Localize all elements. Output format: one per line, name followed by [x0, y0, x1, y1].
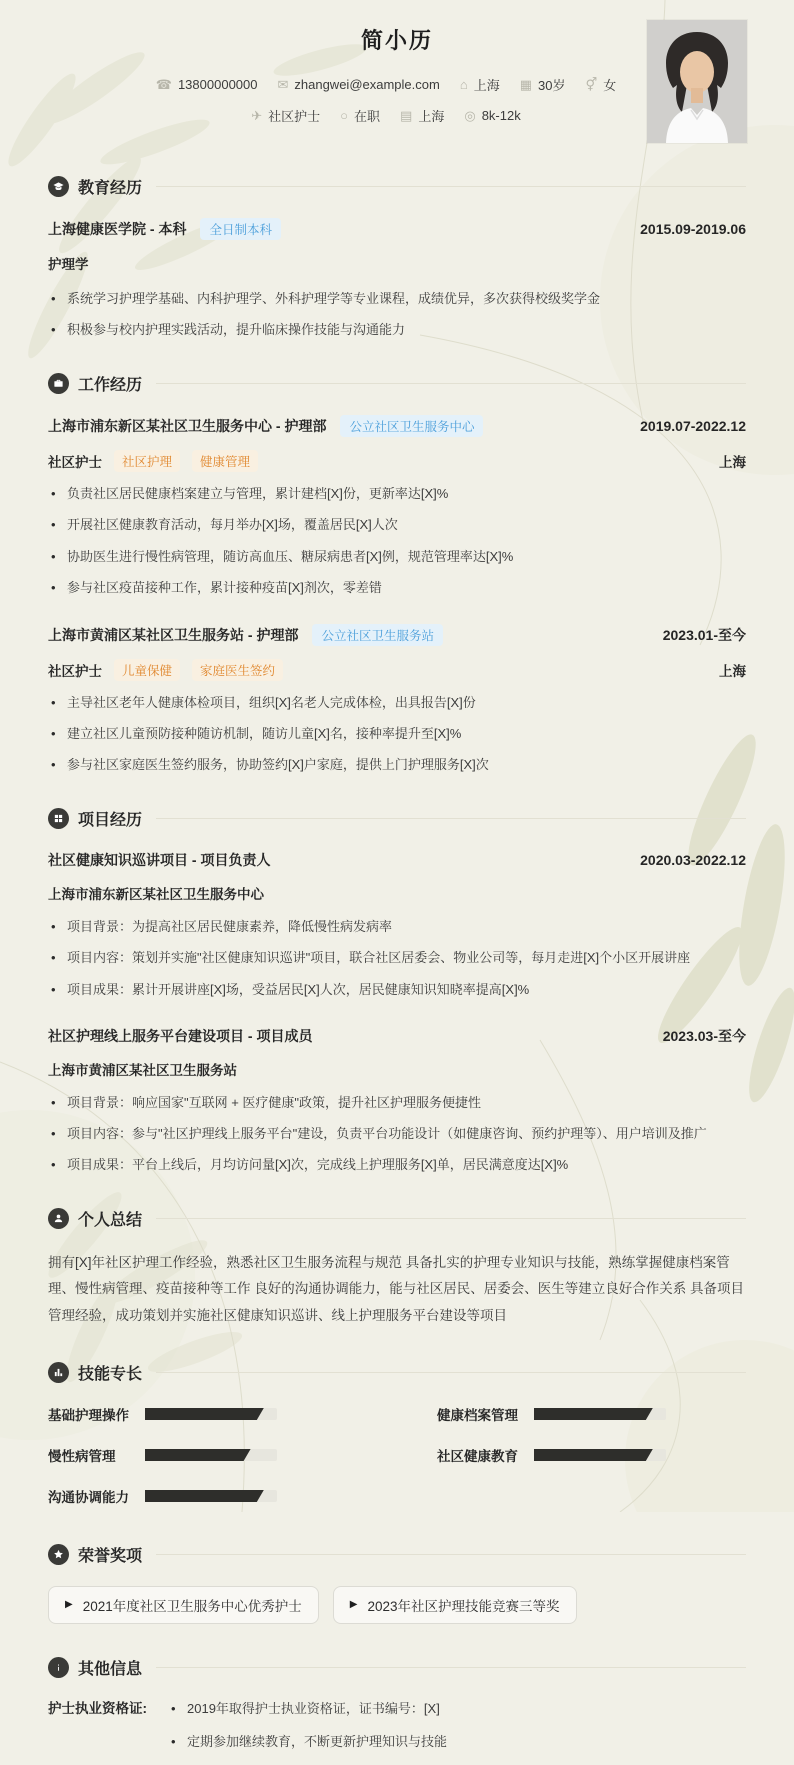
- awards-section: [48, 1543, 746, 1624]
- salary-icon: ◎: [464, 108, 476, 123]
- status-icon: ○: [340, 108, 349, 123]
- contact-email: [277, 77, 439, 92]
- project-item: [48, 850, 746, 999]
- info-icon: [48, 1657, 69, 1678]
- project-item: [48, 1026, 746, 1175]
- home-city-value: 上海: [473, 78, 500, 93]
- phone-value: 13800000000: [177, 77, 258, 92]
- job-role: 社区护士: [48, 663, 102, 679]
- award-item: [48, 1586, 319, 1624]
- divider: [156, 1554, 746, 1555]
- skill-row: [48, 1486, 357, 1506]
- company-type-badge: 公立社区卫生服务站: [312, 624, 443, 646]
- divider: [156, 1372, 746, 1373]
- award-item: [333, 1586, 577, 1624]
- resume-header: [48, 24, 746, 125]
- mail-icon: ✉: [277, 77, 289, 92]
- certificate-label: 护士执业资格证:: [48, 1701, 147, 1717]
- play-icon: ▶: [65, 1599, 73, 1611]
- age-value: 30岁: [538, 78, 566, 93]
- status-value: 在职: [354, 109, 381, 124]
- skill-row: [48, 1445, 357, 1465]
- divider: [156, 186, 746, 187]
- skill-bar-track: [534, 1408, 666, 1420]
- project-bullets: [48, 917, 746, 999]
- skill-label: 沟通协调能力: [48, 1490, 129, 1506]
- section-title: 其他信息: [78, 1661, 143, 1679]
- skill-row: [48, 1404, 357, 1424]
- skill-bar-track: [534, 1449, 666, 1461]
- project-org: 上海市浦东新区某社区卫生服务中心: [48, 887, 264, 903]
- skill-tag: 家庭医生签约: [192, 659, 283, 681]
- skill-label: 健康档案管理: [437, 1408, 518, 1424]
- bullet: • 协助医生进行慢性病管理，随访高血压、糖尿病患者[X]例，规范管理率达[X]%: [48, 547, 746, 567]
- contact-job-title: [251, 106, 320, 125]
- work-location: 上海: [719, 455, 746, 471]
- awards-section-header: [48, 1543, 746, 1566]
- bullet: • 定期参加继续教育，不断更新护理知识与技能: [168, 1732, 746, 1752]
- education-item: [48, 218, 746, 340]
- education-section: [48, 175, 746, 340]
- skill-tag: 社区护理: [114, 450, 180, 472]
- work-bullets: [48, 693, 746, 775]
- skill-bar-track: [145, 1490, 277, 1502]
- project-name: 社区健康知识巡讲项目 - 项目负责人: [48, 852, 271, 869]
- work-city-value: 上海: [418, 109, 445, 124]
- skills-grid: [48, 1404, 746, 1527]
- grid-icon: [48, 808, 69, 829]
- company-type-badge: 公立社区卫生服务中心: [340, 415, 483, 437]
- contact-block: [86, 75, 686, 125]
- salary-value: 8k-12k: [481, 108, 521, 123]
- skill-bar-fill: [534, 1408, 653, 1420]
- divider: [156, 818, 746, 819]
- job-icon: ✈: [251, 108, 263, 123]
- work-bullets: [48, 484, 746, 598]
- other-info-section-header: [48, 1656, 746, 1679]
- skills-section: [48, 1361, 746, 1527]
- award-text: 2023年社区护理技能竞赛三等奖: [367, 1599, 560, 1615]
- project-date: 2020.03-2022.12: [640, 852, 746, 869]
- skill-bar-fill: [534, 1449, 653, 1461]
- contact-salary: [464, 108, 520, 123]
- divider: [156, 1218, 746, 1219]
- education-section-header: [48, 175, 746, 198]
- company-name: 上海市浦东新区某社区卫生服务中心 - 护理部: [48, 418, 327, 435]
- education-date: 2015.09-2019.06: [640, 221, 746, 237]
- work-date: 2019.07-2022.12: [640, 418, 746, 435]
- school-name: 上海健康医学院 - 本科: [48, 221, 187, 237]
- skill-label: 社区健康教育: [437, 1449, 518, 1465]
- work-item: [48, 624, 746, 775]
- profile-photo: [647, 20, 747, 143]
- project-name: 社区护理线上服务平台建设项目 - 项目成员: [48, 1027, 313, 1044]
- job-role: 社区护士: [48, 455, 102, 471]
- section-title: 项目经历: [78, 812, 143, 830]
- bullet: • 负责社区居民健康档案建立与管理，累计建档[X]份，更新率达[X]%: [48, 484, 746, 504]
- bullet: • 项目背景：为提高社区居民健康素养，降低慢性病发病率: [48, 917, 746, 937]
- bullet: • 项目成果：累计开展讲座[X]场，受益居民[X]人次，居民健康知识知晓率提高[X]%: [48, 980, 746, 1000]
- award-list: [48, 1586, 746, 1624]
- briefcase-icon: [48, 373, 69, 394]
- home-icon: ⌂: [459, 77, 468, 92]
- divider: [156, 1667, 746, 1668]
- skill-tag: 健康管理: [192, 450, 258, 472]
- contact-gender: [585, 75, 616, 94]
- skill-tag: 儿童保健: [114, 659, 180, 681]
- contact-home-city: [460, 75, 500, 94]
- project-bullets: [48, 1093, 746, 1175]
- bullet: • 主导社区老年人健康体检项目，组织[X]名老人完成体检，出具报告[X]份: [48, 693, 746, 713]
- skill-bar-track: [145, 1408, 277, 1420]
- work-section: [48, 372, 746, 775]
- contact-row-2: [86, 106, 686, 125]
- education-bullets: [48, 289, 746, 340]
- other-info-row: [48, 1699, 746, 1765]
- skill-label: 基础护理操作: [48, 1408, 129, 1424]
- work-location: 上海: [719, 663, 746, 679]
- bullet: • 开展社区健康教育活动，每月举办[X]场，覆盖居民[X]人次: [48, 515, 746, 535]
- age-icon: ▦: [519, 77, 532, 92]
- skill-bar-fill: [145, 1449, 251, 1461]
- section-title: 工作经历: [78, 377, 143, 395]
- bar-chart-icon: [48, 1362, 69, 1383]
- contact-phone: [156, 77, 258, 92]
- project-org: 上海市黄浦区某社区卫生服务站: [48, 1062, 237, 1078]
- projects-section: [48, 807, 746, 1175]
- bullet: • 系统学习护理学基础、内科护理学、外科护理学等专业课程，成绩优异，多次获得校级奖学金: [48, 289, 746, 309]
- skill-bar-track: [145, 1449, 277, 1461]
- bullet: • 项目内容：参与"社区护理线上服务平台"建设，负责平台功能设计（如健康咨询、预约护理等）、用户培训及推广: [48, 1124, 746, 1144]
- bullet: • 项目背景：响应国家"互联网 + 医疗健康"政策，提升社区护理服务便捷性: [48, 1093, 746, 1113]
- section-title: 教育经历: [78, 180, 143, 197]
- award-text: 2021年度社区卫生服务中心优秀护士: [82, 1599, 302, 1615]
- gender-icon: ⚥: [585, 77, 598, 92]
- phone-icon: ☎: [155, 77, 172, 92]
- skill-row: [437, 1404, 746, 1424]
- education-icon: [48, 176, 69, 197]
- project-date: 2023.03-至今: [662, 1027, 746, 1044]
- section-title: 个人总结: [78, 1212, 143, 1230]
- resume-name: 简小历: [360, 28, 433, 53]
- skill-bar-fill: [145, 1408, 264, 1420]
- gender-value: 女: [603, 78, 617, 93]
- play-icon: ▶: [349, 1599, 358, 1611]
- email-value: zhangwei@example.com: [294, 77, 440, 92]
- summary-section: [48, 1207, 746, 1329]
- bullet: • 项目内容：策划并实施"社区健康知识巡讲"项目，联合社区居委会、物业公司等，每月走进[X]个小区开展讲座: [48, 948, 746, 968]
- skills-section-header: [48, 1361, 746, 1384]
- education-type-badge: 全日制本科: [200, 218, 281, 240]
- bullet: • 积极参与校内护理实践活动，提升临床操作技能与沟通能力: [48, 320, 746, 340]
- section-title: 荣誉奖项: [78, 1548, 143, 1566]
- divider: [156, 383, 746, 384]
- person-icon: [48, 1208, 69, 1229]
- medal-icon: [48, 1544, 69, 1565]
- work-date: 2023.01-至今: [662, 626, 746, 643]
- contact-status: [340, 106, 380, 125]
- major: 护理学: [48, 257, 89, 272]
- work-section-header: [48, 372, 746, 395]
- contact-work-city: [400, 106, 444, 125]
- skill-bar-fill: [145, 1490, 264, 1502]
- summary-section-header: [48, 1207, 746, 1230]
- bullet: • 参与社区家庭医生签约服务，协助签约[X]户家庭，提供上门护理服务[X]次: [48, 755, 746, 775]
- bullet: • 2019年取得护士执业资格证，证书编号：[X]: [168, 1699, 746, 1719]
- summary-text: 拥有[X]年社区护理工作经验，熟悉社区卫生服务流程与规范 具备扎实的护理专业知识与技能，熟练掌握健康档案管理、慢性病管理、疫苗接种等工作 良好的沟通协调能力，能与社区居民、居委会、医生等建立良好合作关系 具备项目管理经验，成功策划并实施社区健康知识巡讲、线上护理服务平台建设等项目: [48, 1255, 744, 1323]
- work-item: [48, 415, 746, 598]
- other-bullets: [168, 1699, 746, 1765]
- job-title-value: 社区护士: [268, 109, 321, 124]
- skill-row: [437, 1445, 746, 1465]
- company-name: 上海市黄浦区某社区卫生服务站 - 护理部: [48, 626, 299, 643]
- bullet: • 项目成果：平台上线后，月均访问量[X]次，完成线上护理服务[X]单，居民满意度达[X]%: [48, 1155, 746, 1175]
- other-info-section: [48, 1656, 746, 1765]
- bullet: • 建立社区儿童预防接种随访机制，随访儿童[X]名，接种率提升至[X]%: [48, 724, 746, 744]
- skill-label: 慢性病管理: [48, 1449, 116, 1465]
- contact-row-1: [86, 75, 686, 94]
- bullet: • 参与社区疫苗接种工作，累计接种疫苗[X]剂次，零差错: [48, 578, 746, 598]
- section-title: 技能专长: [78, 1366, 143, 1384]
- city-icon: ▤: [400, 108, 413, 123]
- contact-age: [520, 75, 566, 94]
- projects-section-header: [48, 807, 746, 830]
